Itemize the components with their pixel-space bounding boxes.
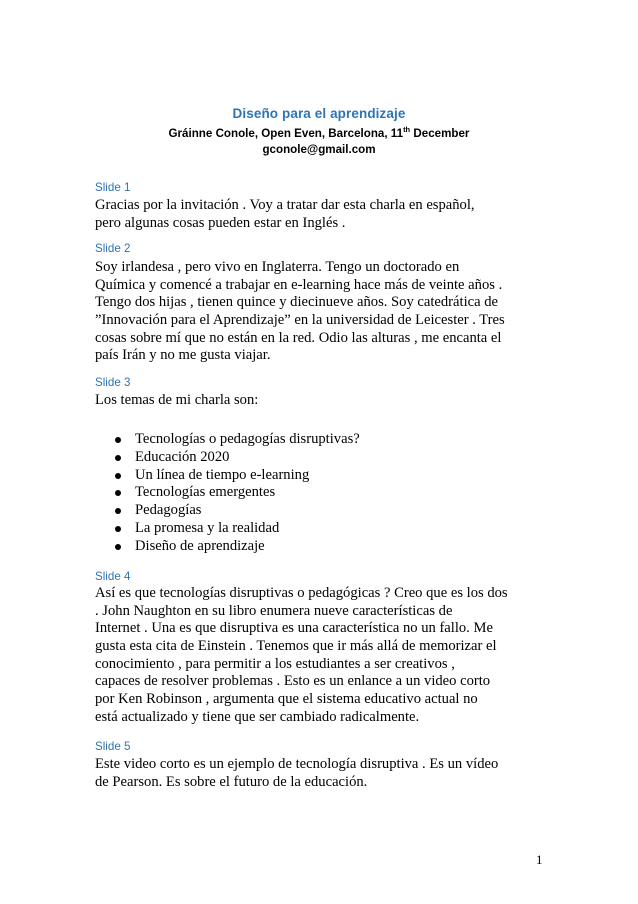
bullet-icon [115,490,121,496]
list-item-text: Tecnologías o pedagogías disruptivas? [135,431,360,447]
list-item [95,484,360,502]
text-line: de Pearson. Es sobre el futuro de la educación. [95,773,368,790]
bullet-icon [115,508,121,514]
list-item-text: Pedagogías [135,502,202,519]
text-line: capaces de resolver problemas . Esto es un enlance a un video corto [95,673,491,690]
text-line: pero algunas cosas pueden estar en Inglés . [95,214,346,231]
text-line: . John Naughton en su libro enumera nueve características de [95,602,453,619]
text-line: por Ken Robinson , argumenta que el sistema educativo actual no [95,691,478,708]
slide-2-label: Slide 2 [95,242,131,255]
list-item [95,449,360,467]
slide-2-text [95,259,550,365]
list-item [95,520,360,538]
list-item-text: Tecnologías emergentes [135,484,276,501]
text-line: Química y comencé a trabajar en e-learning hace más de veinte años . [95,276,503,293]
author-email: gconole@gmail.com [262,143,376,156]
topics-list [95,431,360,556]
text-line: Este video corto es un ejemplo de tecnología disruptiva . Es un vídeo [95,756,499,772]
text-line: Gracias por la invitación . Voy a tratar dar esta charla en español, [95,197,475,213]
bullet-icon [115,526,121,532]
bullet-icon [115,544,121,550]
text-line: Soy irlandesa , pero vivo en Inglaterra. Tengo un doctorado en [95,259,460,275]
document-subtitle [0,125,638,140]
slide-1-text [95,197,550,232]
list-item-text: Un línea de tiempo e-learning [135,466,310,483]
slide-4-text [95,585,550,727]
text-line: Los temas de mi charla son: [95,392,259,408]
bullet-icon [115,455,121,461]
bullet-icon [115,473,121,479]
slide-3-text [95,392,550,410]
bullet-icon [115,437,121,443]
text-line: Así es que tecnologías disruptivas o pedagógicas ? Creo que es los dos [95,585,508,601]
slide-5-label: Slide 5 [95,740,131,753]
slide-4-label: Slide 4 [95,570,131,583]
text-line: Internet . Una es que disruptiva es una característica no un fallo. Me [95,620,493,637]
subtitle-month: December [410,127,470,140]
list-item [95,431,360,449]
slide-3-label: Slide 3 [95,376,131,389]
subtitle-superscript: th [403,125,411,134]
text-line: Tengo dos hijas , tienen quince y diecinueve años. Soy catedrática de [95,294,499,311]
list-item [95,467,360,485]
slide-1-label: Slide 1 [95,181,131,194]
list-item [95,502,360,520]
text-line: gusta esta cita de Einstein . Tenemos que ir más allá de memorizar el [95,638,497,655]
slide-5-text [95,756,550,791]
list-item-text: La promesa y la realidad [135,519,280,536]
list-item [95,538,360,556]
list-item-text: Diseño de aprendizaje [135,537,265,554]
list-item-text: Educación 2020 [135,448,230,465]
text-line: está actualizado y tiene que ser cambiado radicalmente. [95,708,420,725]
document-title: Diseño para el aprendizaje [232,106,406,121]
text-line: país Irán y no me gusta viajar. [95,347,271,364]
text-line: conocimiento , para permitir a los estudiantes a ser creativos , [95,655,455,672]
subtitle-text: Gráinne Conole, Open Even, Barcelona, 11 [168,127,404,140]
page-number: 1 [536,852,543,867]
text-line: cosas sobre mí que no están en la red. Odio las alturas , me encanta el [95,329,502,346]
text-line: ”Innovación para el Aprendizaje” en la universidad de Leicester . Tres [95,312,505,329]
